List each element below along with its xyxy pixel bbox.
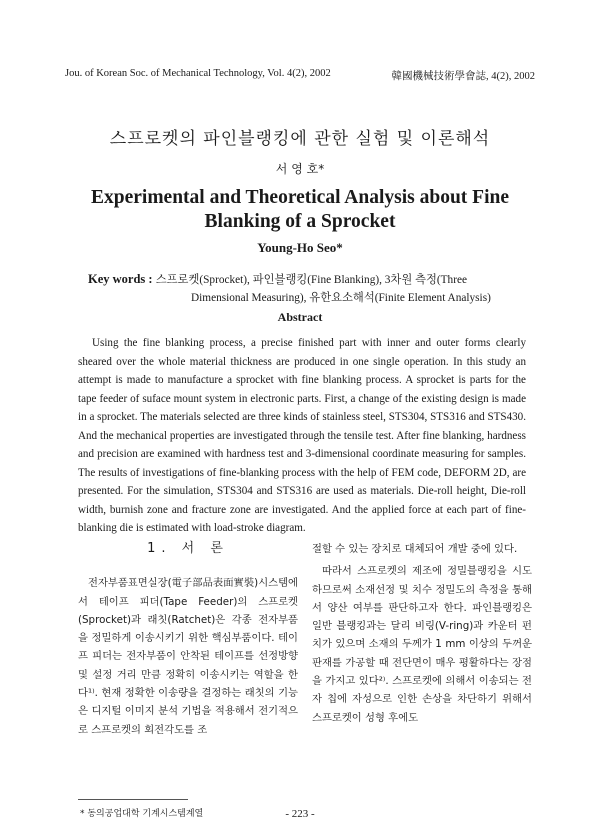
intro-paragraph-right-2: 따라서 스프로켓의 제조에 정밀블랭킹을 시도하므로써 소재선정 및 치수 정밀도의 측정을 통해서 양산 여부를 판단하고자 한다. 파인블랭킹은 일반 블랭킹과는 달리 비링(V-ring)과 카운터 펀치가 있으며 소재의 두께가 1 mm 이상의 두꺼운 판재를 가공할 때 전단면이 매우 평활하다는 장점을 가지고 있다²⁾. 스프로켓에 의해서 이송되는 전자 칩에 자성으로 인한 손상을 차단하기 위해서 스프로켓이 성형 후에도 xyxy=(312,565,532,724)
left-column xyxy=(78,540,298,739)
keywords-block: Key words : 스프로켓(Sprocket), 파인블랭킹(Fine Blanking), 3차원 측정(Three Dimensional Measuring), 유한요소해석(Finite Element Analysis) xyxy=(88,270,538,307)
footnote-divider xyxy=(78,799,188,800)
keywords-line-2: Dimensional Measuring), 유한요소해석(Finite Element Analysis) xyxy=(191,292,491,304)
running-header xyxy=(65,68,535,82)
right-column xyxy=(312,540,532,727)
section-title: 1. 서 론 xyxy=(147,541,229,556)
abstract-heading: Abstract xyxy=(277,310,323,324)
korean-author: 서 영 호* xyxy=(275,162,325,176)
keywords-line-1: 스프로켓(Sprocket), 파인블랭킹(Fine Blanking), 3차원 측정(Three xyxy=(155,274,467,286)
english-title: Experimental and Theoretical Analysis about Fine Blanking of a Sprocket xyxy=(90,187,510,232)
korean-title: 스프로켓의 파인블랭킹에 관한 실험 및 이론해석 xyxy=(109,129,491,149)
abstract-text: Using the fine blanking process, a precise finished part with inner and outer forms clearly sheared over the whole material thickness are produced in one single operation. In this study an attempt is made to manufacture a sprocket with fine blanking process. A sprocket is parts for the tape feeder of suface mount system in electronic parts. First, a change of the existing design is made in a sprocket. The materials selected are three kinds of stainless steel, STS304, STS316 and STS430. And the mechanical properties are investigated through the tensile test. After fine blanking, hardness and precision are examined with hardness test and 3-dimensional coordinate measuring for samples. The results of investigations of fine-blanking process with the help of FEM code, DEFORM 2D, are presented. For the simulation, STS304 and STS316 are used as materials. Die-roll height, Die-roll width, burnish zone and fracture zone are investigated. And the applied force at each part of fine-blanking die is estimated with load-stroke diagram. xyxy=(78,337,526,534)
journal-citation-en: Jou. of Korean Soc. of Mechanical Technology, Vol. 4(2), 2002 xyxy=(65,68,331,79)
journal-citation-kr: 韓國機械技術學會誌, 4(2), 2002 xyxy=(391,71,535,82)
intro-paragraph-right-1: 절할 수 있는 장치로 대체되어 개발 중에 있다. xyxy=(312,543,518,555)
page-number: - 223 - xyxy=(285,808,315,820)
english-author: Young-Ho Seo* xyxy=(257,240,343,255)
author-footnote: * 동의공업대학 기계시스템계열 xyxy=(80,809,204,819)
keywords-label: Key words xyxy=(88,272,146,286)
intro-paragraph-left: 전자부품표면실장(電子部品表面實裝)시스템에서 테이프 피더(Tape Feeder)의 스프로켓(Sprocket)과 래칫(Ratchet)은 각종 전자부품을 정밀하게 이송시키기 위한 핵심부품이다. 테이프 피더는 전자부품이 안착된 테이프를 선정방향 및 설정 거리 만큼 정확히 이송시키는 역할을 한다¹⁾. 현재 정확한 이송량을 결정하는 래칫의 기능은 디지털 이미지 분석 기법을 적용해서 전기적으로 스프로켓의 회전각도를 조 xyxy=(78,577,298,736)
